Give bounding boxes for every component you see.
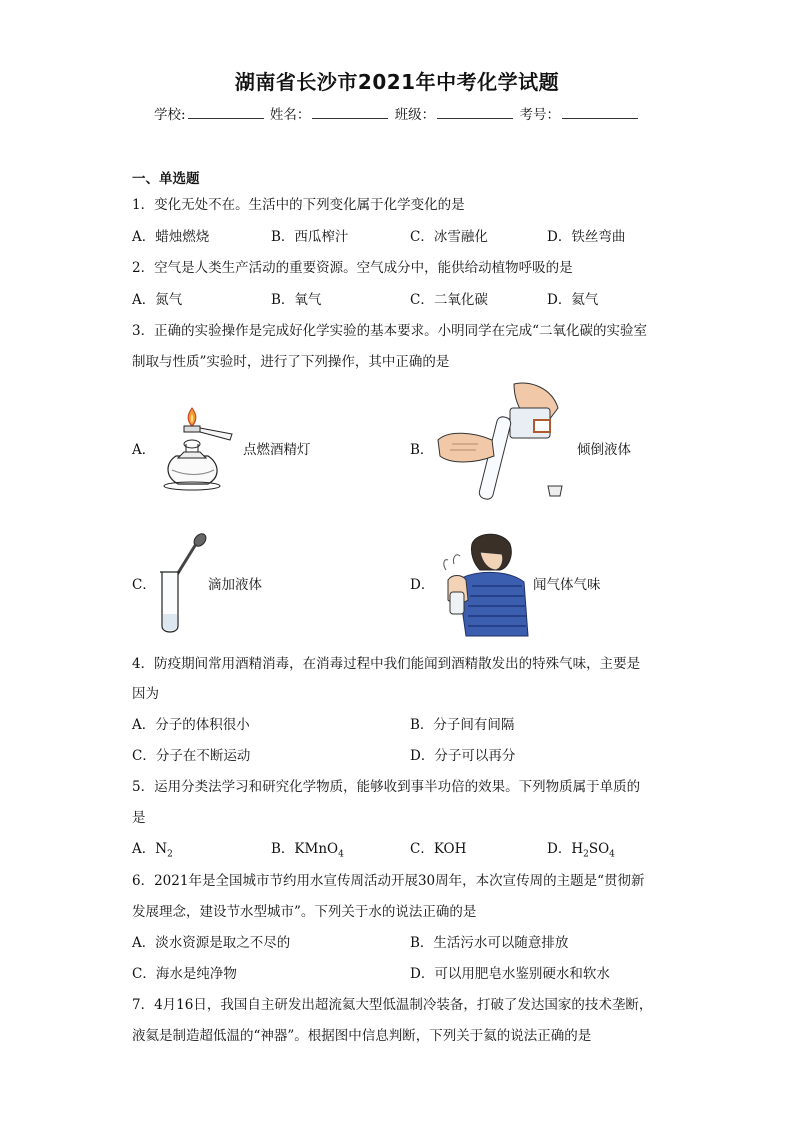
pouring-liquid-illustration [434,378,574,504]
question-3-stem-line1: 3．正确的实验操作是完成好化学实验的基本要求。小明同学在完成“二氧化碳的实验室 [132,323,647,339]
q3-option-c-letter: C． [132,577,156,593]
q3-option-b-letter: B． [410,442,434,458]
q1-option-b: B．西瓜榨汁 [271,229,349,245]
question-5-stem-line2: 是 [132,810,146,826]
q3-option-d-text: 闻气体气味 [533,577,601,593]
name-blank[interactable] [312,106,388,119]
q1-option-d: D．铁丝弯曲 [547,229,626,245]
q2-option-d: D．氦气 [547,292,599,308]
q5-option-c: C．KOH [410,841,467,857]
class-label: 班级： [394,107,436,123]
question-6-stem-line2: 发展理念，建设节水型城市”。下列关于水的说法正确的是 [132,904,477,920]
exam-no-blank[interactable] [562,106,638,119]
alcohol-lamp-lighting-illustration [156,400,242,492]
q6-option-c: C．海水是纯净物 [132,966,237,982]
question-6-stem-line1: 6．2021年是全国城市节约用水宣传周活动开展30周年，本次宣传周的主题是“贯彻新 [132,873,645,889]
q1-option-c: C．冰雪融化 [410,229,488,245]
q5-option-a: A．$N_2$ [132,841,173,860]
question-7-stem-line1: 7．4月16日，我国自主研发出超流氦大型低温制冷装备，打破了发达国家的技术垄断， [132,997,653,1013]
q3-option-a-text: 点燃酒精灯 [243,442,311,458]
q5-option-d: D．$H_2SO_4$ [547,841,615,860]
q3-option-c-text: 滴加液体 [208,577,262,593]
q6-option-d: D．可以用肥皂水鉴别硬水和软水 [410,966,610,982]
q5-option-b: B．KMnO$_4$ [271,841,344,860]
q3-option-d-letter: D． [410,577,435,593]
school-label: 学校: [154,107,186,123]
q4-option-c: C．分子在不断运动 [132,748,251,764]
smelling-gas-illustration [432,530,532,638]
dropping-liquid-illustration [156,530,208,638]
section-title: 一、单选题 [132,171,200,187]
question-2-stem: 2．空气是人类生产活动的重要资源。空气成分中，能供给动植物呼吸的是 [132,260,573,276]
question-7-stem-line2: 液氦是制造超低温的“神器”。根据图中信息判断，下列关于氦的说法正确的是 [132,1028,592,1044]
page-title: 湖南省长沙市2021年中考化学试题 [234,70,560,94]
q4-option-d: D．分子可以再分 [410,748,516,764]
q2-option-a: A．氮气 [132,292,183,308]
q2-option-b: B．氧气 [271,292,322,308]
q3-option-a-letter: A． [132,442,156,458]
q6-option-a: A．淡水资源是取之不尽的 [132,935,291,951]
name-label: 姓名： [269,107,311,123]
class-blank[interactable] [437,106,513,119]
q1-option-a: A．蜡烛燃烧 [132,229,210,245]
school-blank[interactable] [188,106,264,119]
q6-option-b: B．生活污水可以随意排放 [410,935,569,951]
question-1-stem: 1．变化无处不在。生活中的下列变化属于化学变化的是 [132,197,465,213]
q3-option-b-text: 倾倒液体 [577,442,631,458]
question-5-stem-line1: 5．运用分类法学习和研究化学物质，能够收到事半功倍的效果。下列物质属于单质的 [132,779,641,795]
q4-option-a: A．分子的体积很小 [132,717,250,733]
question-3-stem-line2: 制取与性质”实验时，进行了下列操作，其中正确的是 [132,354,450,370]
q4-option-b: B．分子间有间隔 [410,717,515,733]
student-info-line [0,103,794,123]
question-4-stem-line2: 因为 [132,686,159,702]
question-4-stem-line1: 4．防疫期间常用酒精消毒，在消毒过程中我们能闻到酒精散发出的特殊气味，主要是 [132,656,641,672]
q2-option-c: C．二氧化碳 [410,292,488,308]
exam-no-label: 考号： [519,107,560,123]
